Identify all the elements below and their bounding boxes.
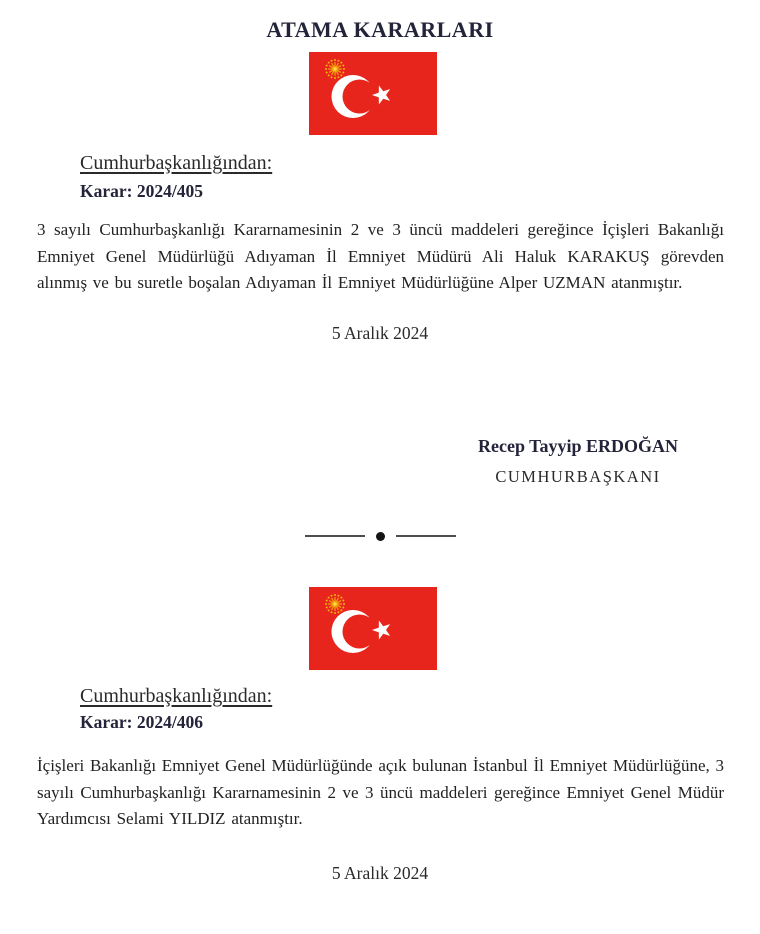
decree-2-number: Karar: 2024/406 bbox=[80, 712, 203, 732]
decree-1-body: 3 sayılı Cumhurbaşkanlığı Kararnamesinin 2 ve 3 üncü maddeleri gereğince İçişleri Bakanlığı Emniyet Genel Müdürlüğü Adıyaman İl Emniyet Müdürü Ali Haluk KARAKUŞ görevden alınmış ve bu suretle boşalan Adıyaman İl Emniyet Müdürlüğüne Alper UZMAN atanmıştır. bbox=[37, 220, 724, 292]
decree-1-authority: Cumhurbaşkanlığından: bbox=[80, 152, 273, 174]
decree-1-date: 5 Aralık 2024 bbox=[331, 323, 429, 343]
decree-2-body: İçişleri Bakanlığı Emniyet Genel Müdürlüğünde açık bulunan İstanbul İl Emniyet Müdürlüğüne, 3 sayılı Cumhurbaşkanlığı Kararnamesinin 2 ve 3 üncü maddeleri gereğince Emniyet Genel Müdür Yardımcısı Selami YILDIZ atanmıştır. bbox=[37, 756, 724, 828]
presidential-flag-icon bbox=[309, 52, 437, 135]
section-divider bbox=[303, 528, 457, 544]
decree-2-authority: Cumhurbaşkanlığından: bbox=[80, 685, 273, 707]
decree-1-number: Karar: 2024/405 bbox=[80, 181, 203, 201]
signature-block bbox=[456, 436, 700, 487]
presidential-flag-icon bbox=[309, 587, 437, 670]
president-name: Recep Tayyip ERDOĞAN bbox=[477, 436, 679, 456]
president-title: CUMHURBAŞKANI bbox=[495, 467, 661, 486]
divider-dot-icon bbox=[376, 532, 385, 541]
page-title: ATAMA KARARLARI bbox=[266, 16, 494, 42]
decree-2-date: 5 Aralık 2024 bbox=[331, 863, 429, 883]
divider-line bbox=[396, 535, 456, 537]
divider-line bbox=[305, 535, 365, 537]
